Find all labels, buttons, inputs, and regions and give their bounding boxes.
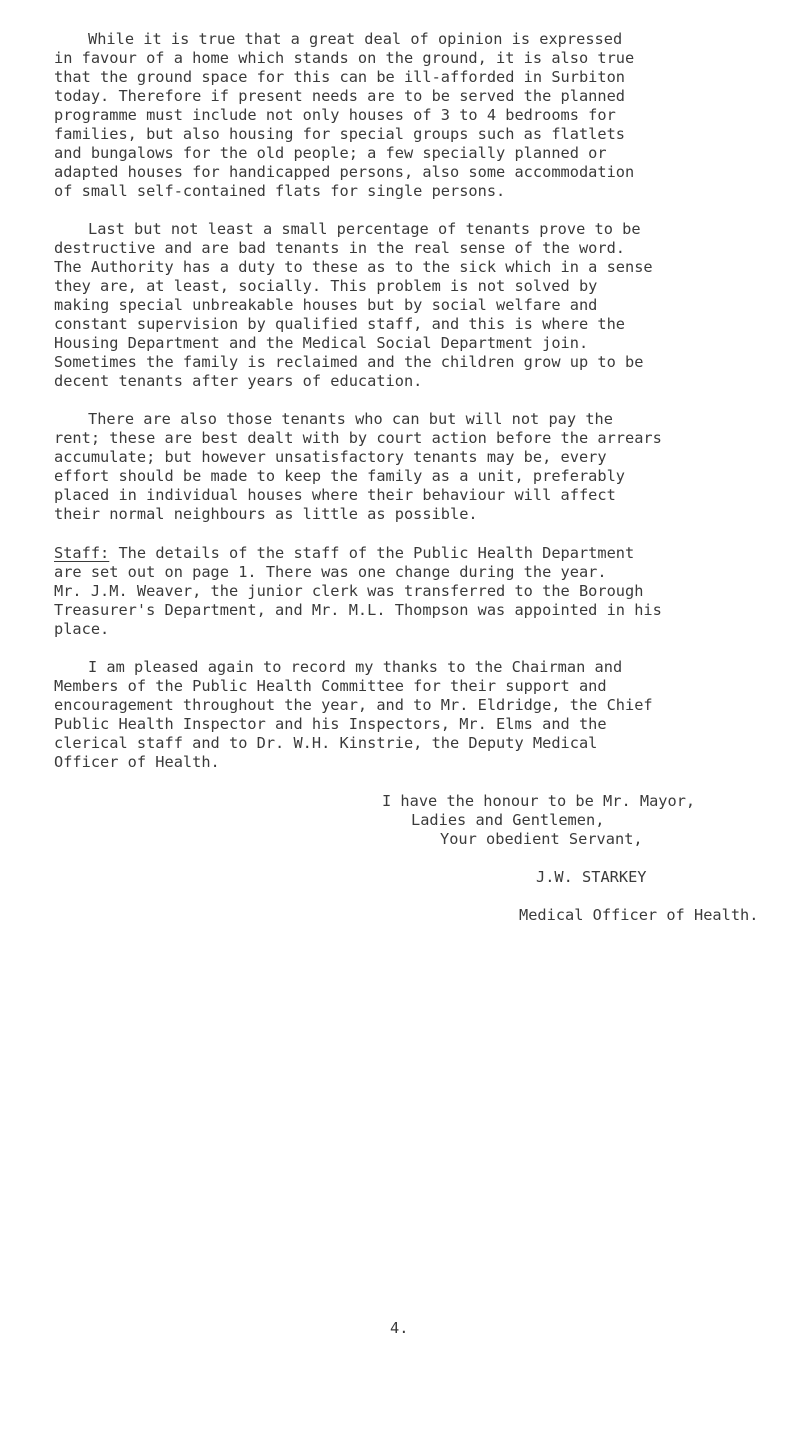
staff-line: Mr. J.M. Weaver, the junior clerk was transferred to the Borough bbox=[54, 582, 644, 600]
staff-first-line-text: The details of the staff of the Public Health Department bbox=[109, 544, 635, 562]
staff-heading: Staff: bbox=[54, 544, 110, 562]
paragraph-2-line: constant supervision by qualified staff, and this is where the bbox=[54, 315, 625, 333]
paragraph-1-line: of small self-contained flats for single persons. bbox=[54, 182, 506, 200]
paragraph-2-line: Last but not least a small percentage of tenants prove to be bbox=[88, 220, 641, 238]
paragraph-2-line: they are, at least, socially. This problem is not solved by bbox=[54, 277, 598, 295]
staff-line: Treasurer's Department, and Mr. M.L. Thompson was appointed in his bbox=[54, 601, 662, 619]
paragraph-2-line: The Authority has a duty to these as to the sick which in a sense bbox=[54, 258, 653, 276]
paragraph-5-line: clerical staff and to Dr. W.H. Kinstrie, the Deputy Medical bbox=[54, 734, 598, 752]
paragraph-2-line: decent tenants after years of education. bbox=[54, 372, 423, 390]
paragraph-3-line: rent; these are best dealt with by court action before the arrears bbox=[54, 429, 662, 447]
paragraph-1-line: today. Therefore if present needs are to be served the planned bbox=[54, 87, 625, 105]
paragraph-1-line: programme must include not only houses of 3 to 4 bedrooms for bbox=[54, 106, 616, 124]
paragraph-2-line: making special unbreakable houses but by social welfare and bbox=[54, 296, 598, 314]
paragraph-5-line: Members of the Public Health Committee for their support and bbox=[54, 677, 607, 695]
paragraph-5-line: I am pleased again to record my thanks to the Chairman and bbox=[88, 658, 623, 676]
paragraph-1-line: in favour of a home which stands on the ground, it is also true bbox=[54, 49, 635, 67]
paragraph-3-line: effort should be made to keep the family as a unit, preferably bbox=[54, 467, 625, 485]
closing-address: Ladies and Gentlemen, bbox=[411, 811, 605, 829]
signature-title: Medical Officer of Health. bbox=[519, 906, 759, 924]
paragraph-2-line: Sometimes the family is reclaimed and the children grow up to be bbox=[54, 353, 644, 371]
paragraph-1-line: that the ground space for this can be ill-afforded in Surbiton bbox=[54, 68, 625, 86]
closing-salutation: I have the honour to be Mr. Mayor, bbox=[382, 792, 696, 810]
paragraph-1-line: adapted houses for handicapped persons, also some accommodation bbox=[54, 163, 635, 181]
paragraph-1-line: and bungalows for the old people; a few specially planned or bbox=[54, 144, 607, 162]
paragraph-5-line: Officer of Health. bbox=[54, 753, 220, 771]
staff-first-line bbox=[54, 544, 634, 563]
paragraph-3-line: their normal neighbours as little as possible. bbox=[54, 505, 478, 523]
signature-name: J.W. STARKEY bbox=[536, 868, 647, 886]
staff-line: place. bbox=[54, 620, 110, 638]
paragraph-2-line: destructive and are bad tenants in the real sense of the word. bbox=[54, 239, 625, 257]
paragraph-1-line: While it is true that a great deal of opinion is expressed bbox=[88, 30, 623, 48]
paragraph-1-line: families, but also housing for special groups such as flatlets bbox=[54, 125, 625, 143]
page-number: 4. bbox=[390, 1319, 409, 1337]
paragraph-5-line: Public Health Inspector and his Inspectors, Mr. Elms and the bbox=[54, 715, 607, 733]
closing-servant: Your obedient Servant, bbox=[440, 830, 643, 848]
paragraph-3-line: There are also those tenants who can but will not pay the bbox=[88, 410, 613, 428]
paragraph-3-line: accumulate; but however unsatisfactory tenants may be, every bbox=[54, 448, 607, 466]
paragraph-2-line: Housing Department and the Medical Social Department join. bbox=[54, 334, 589, 352]
paragraph-3-line: placed in individual houses where their behaviour will affect bbox=[54, 486, 616, 504]
paragraph-5-line: encouragement throughout the year, and to Mr. Eldridge, the Chief bbox=[54, 696, 653, 714]
staff-line: are set out on page 1. There was one change during the year. bbox=[54, 563, 607, 581]
